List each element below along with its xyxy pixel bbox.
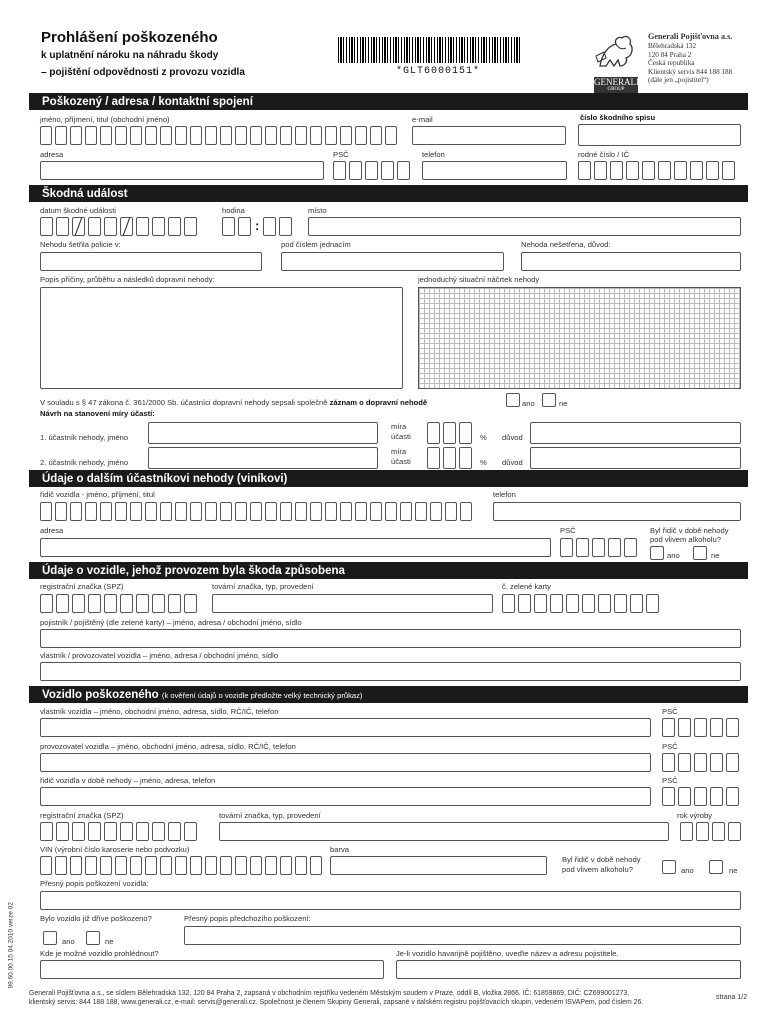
label-other-alcohol-1: Byl řidič v době nehody	[650, 526, 729, 535]
vin-cells[interactable]	[40, 856, 322, 875]
label-participant-1: 1. účastník nehody, jméno	[40, 433, 129, 442]
logo-box: GENERALI GROUP	[594, 77, 639, 92]
label-name: jméno, příjmení, titul (obchodní jméno)	[40, 115, 170, 124]
driver-psc-cells[interactable]	[662, 787, 739, 806]
crash-insurer-field[interactable]	[396, 960, 741, 979]
label-vehicle-alcohol-no: ne	[729, 866, 738, 875]
label-previous: Bylo vozidlo již dříve poškozeno?	[40, 914, 152, 923]
page-number: strana 1/2	[716, 994, 748, 1001]
label-hour: hodina	[222, 206, 245, 215]
description-field[interactable]	[40, 287, 403, 389]
label-other-driver: řidič vozidla - jméno, příjmení, titul	[40, 490, 155, 499]
reason-2-field[interactable]	[530, 447, 741, 469]
birth-number-cells[interactable]	[578, 161, 735, 180]
participant-1-field[interactable]	[148, 422, 378, 444]
company-info	[648, 32, 732, 85]
green-card-cells[interactable]	[502, 594, 659, 613]
previous-yes-checkbox[interactable]	[43, 931, 57, 945]
email-field[interactable]	[412, 126, 566, 145]
label-vehicle-alcohol-1: Byl řidič v době nehody	[562, 855, 641, 864]
inspection-field[interactable]	[40, 960, 384, 979]
previous-desc-field[interactable]	[184, 926, 741, 945]
sketch-grid[interactable]	[418, 287, 741, 389]
label-claim-number: číslo škodního spisu	[580, 113, 656, 122]
label-vehicle-operator: provozovatel vozidla – jméno, obchodní jméno, adresa, sídlo, RČ/IČ, telefon	[40, 742, 296, 751]
other-driver-cells[interactable]	[40, 502, 472, 521]
label-record-yes: ano	[522, 399, 535, 408]
footer-text	[29, 990, 643, 1007]
phone-field[interactable]	[422, 161, 567, 180]
label-crash-insurer: Je-li vozidlo havarijně pojištěno, uveďte název a adresu pojistitele.	[396, 949, 619, 958]
label-damage: Přesný popis poškození vozidla:	[40, 879, 149, 888]
form-subtitle-2: – pojištění odpovědnosti z provozu vozidla	[41, 67, 245, 78]
previous-no-checkbox[interactable]	[86, 931, 100, 945]
name-cells[interactable]	[40, 126, 397, 145]
vehicle-spz-cells[interactable]	[40, 822, 197, 841]
vehicle-year-cells[interactable]	[680, 822, 741, 841]
barcode	[338, 37, 521, 63]
claim-number-field[interactable]	[578, 124, 741, 146]
section-injured-party-header: Poškozený / adresa / kontaktní spojení	[29, 93, 748, 110]
label-share-2b: účasti	[391, 457, 411, 466]
psc-cells[interactable]	[333, 161, 410, 180]
label-vehicle-year: rok výroby	[677, 811, 713, 820]
label-other-psc: PSČ	[560, 526, 576, 535]
company-country: Česká republika	[648, 59, 695, 68]
label-other-alcohol-yes: ano	[667, 551, 680, 560]
label-other-address: adresa	[40, 526, 64, 535]
label-share-2a: míra	[391, 447, 407, 456]
operator-psc-cells[interactable]	[662, 753, 739, 772]
label-green-card: č. zelené karty	[502, 582, 551, 591]
company-service: Klientský servis 844 188 188	[648, 67, 733, 76]
label-not-investigated: Nehoda nešetřena, důvod:	[521, 240, 611, 249]
vehicle-alcohol-yes-checkbox[interactable]	[662, 860, 676, 874]
label-description: Popis příčiny, průběhu a následků dopravní nehody:	[40, 275, 215, 284]
label-vehicle-owner: vlastník vozidla – jméno, obchodní jméno, adresa, sídlo, RČ/IČ, telefon	[40, 707, 279, 716]
reason-1-field[interactable]	[530, 422, 741, 444]
label-psc: PSČ	[333, 150, 349, 159]
label-fault-spz: registrační značka (SPZ)	[40, 582, 124, 591]
label-record-no: ne	[559, 399, 568, 408]
label-reason-2: důvod	[502, 458, 523, 467]
label-other-alcohol-2: pod vlivem alkoholu?	[650, 535, 721, 544]
date-cells[interactable]	[40, 217, 197, 236]
color-field[interactable]	[330, 856, 547, 875]
vehicle-alcohol-no-checkbox[interactable]	[709, 860, 723, 874]
company-city: 120 84 Praha 2	[648, 50, 692, 59]
label-vehicle-make: tovární značka, typ, provedení	[219, 811, 321, 820]
form-version: 99.60.00.15 04.2010 verze 02	[7, 902, 15, 989]
company-name: Generali Pojišťovna a.s.	[648, 32, 733, 41]
label-police: Nehodu šetřila policie v:	[40, 240, 121, 249]
section-injured-vehicle-header: Vozidlo poškozeného (k ověření údajů o vozidle předložte velký technický průkaz)	[29, 686, 748, 703]
label-reason-1: důvod	[502, 433, 523, 442]
fault-owner-field[interactable]	[40, 662, 741, 681]
label-law: V souladu s § 47 zákona č. 361/2000 Sb. účastníci dopravní nehody sepsali společně záznam o dopravní nehodě	[40, 398, 428, 407]
vehicle-make-field[interactable]	[219, 822, 669, 841]
form-title: Prohlášení poškozeného	[41, 29, 218, 46]
minute-cells[interactable]	[263, 217, 292, 236]
address-field[interactable]	[40, 161, 324, 180]
label-vehicle-driver: řidič vozidla v době nehody – jméno, adresa, telefon	[40, 776, 216, 785]
barcode-text: *GLT6000151*	[396, 66, 481, 77]
label-other-alcohol-no: ne	[711, 551, 720, 560]
fault-make-field[interactable]	[212, 594, 493, 613]
label-address: adresa	[40, 150, 64, 159]
label-pct-2: %	[480, 458, 487, 467]
label-vehicle-alcohol-yes: ano	[681, 866, 694, 875]
label-fault-owner: vlastník / provozovatel vozidla – jméno, adresa / obchodní jméno, sídlo	[40, 651, 279, 660]
other-phone-field[interactable]	[493, 502, 741, 521]
label-vin: VIN (výrobní číslo karoserie nebo podvozku)	[40, 845, 190, 854]
other-alcohol-no-checkbox[interactable]	[693, 546, 707, 560]
company-note: (dále jen „pojistitel“)	[648, 76, 709, 85]
label-incident-date: datum škodné události	[40, 206, 116, 215]
other-psc-cells[interactable]	[560, 538, 637, 557]
reference-field[interactable]	[281, 252, 504, 271]
lion-icon	[594, 32, 638, 72]
place-field[interactable]	[308, 217, 741, 236]
damage-field[interactable]	[40, 891, 741, 910]
vehicle-driver-field[interactable]	[40, 787, 651, 806]
label-reference: pod číslem jednacím	[281, 240, 351, 249]
label-sketch: jednoduchý situační náčrtek nehody	[418, 275, 540, 284]
footer-line-2: klientský servis: 844 188 188, www.generali.cz, e-mail: servis@generali.cz. Společnost je členem Skupiny Generali, zapsané v italském registru pojišťovacích skupin, vedeném ISVAPem, pod číslem 26.	[29, 998, 644, 1006]
vehicle-owner-field[interactable]	[40, 718, 651, 737]
label-email: e-mail	[412, 115, 433, 124]
label-owner-psc: PSČ	[662, 707, 678, 716]
label-inspection: Kde je možné vozidlo prohlédnout?	[40, 949, 159, 958]
label-previous-no: ne	[105, 937, 114, 946]
generali-logo	[594, 32, 639, 92]
label-participant-2: 2. účastník nehody, jméno	[40, 458, 129, 467]
label-phone: telefon	[422, 150, 445, 159]
label-other-phone: telefon	[493, 490, 516, 499]
other-address-field[interactable]	[40, 538, 551, 557]
label-color: barva	[330, 845, 349, 854]
form-subtitle-1: k uplatnění nároku na náhradu škody	[41, 50, 219, 61]
share-1-cells[interactable]	[427, 422, 472, 444]
vehicle-operator-field[interactable]	[40, 753, 651, 772]
other-alcohol-yes-checkbox[interactable]	[650, 546, 664, 560]
company-street: Bělehradská 132	[648, 42, 697, 50]
not-investigated-field[interactable]	[521, 252, 741, 271]
label-vehicle-alcohol-2: pod vlivem alkoholu?	[562, 865, 633, 874]
label-place: místo	[308, 206, 327, 215]
police-field[interactable]	[40, 252, 262, 271]
hour-cells[interactable]	[222, 217, 251, 236]
label-operator-psc: PSČ	[662, 742, 678, 751]
participant-2-field[interactable]	[148, 447, 378, 469]
label-fault-make: tovární značka, typ, provedení	[212, 582, 314, 591]
footer-line-1: Generali Pojišťovna a.s., se sídlem Bělehradská 132, 120 84 Praha 2, zapsaná v obchodním rejstříku vedeném Městským soudem v Praze, oddíl B, vložka 2866. IČ: 61859869, DIČ: CZ699001273,	[29, 990, 630, 997]
label-previous-yes: ano	[62, 937, 75, 946]
label-birth-number: rodné číslo / IČ	[578, 150, 630, 159]
label-proposal: Návrh na stanovení míry účastí:	[40, 409, 155, 418]
label-share-1a: míra	[391, 422, 407, 431]
label-vehicle-spz: registrační značka (SPZ)	[40, 811, 124, 820]
section-vehicle-at-fault-header: Údaje o vozidle, jehož provozem byla škoda způsobena	[29, 562, 748, 579]
label-share-1b: účasti	[391, 432, 411, 441]
share-2-cells[interactable]	[427, 447, 472, 469]
label-driver-psc: PSČ	[662, 776, 678, 785]
time-colon: :	[255, 218, 260, 233]
section-other-party-header: Údaje o dalším účastníkovi nehody (viníkovi)	[29, 470, 748, 487]
label-fault-insured: pojistník / pojištěný (dle zelené karty) – jméno, adresa / obchodní jméno, sídlo	[40, 618, 302, 627]
record-no-checkbox[interactable]	[542, 393, 556, 407]
label-previous-desc: Přesný popis předchozího poškození:	[184, 914, 311, 923]
section-incident-header: Škodná událost	[29, 185, 748, 202]
fault-spz-cells[interactable]	[40, 594, 197, 613]
record-yes-checkbox[interactable]	[506, 393, 520, 407]
label-pct-1: %	[480, 433, 487, 442]
fault-insured-field[interactable]	[40, 629, 741, 648]
owner-psc-cells[interactable]	[662, 718, 739, 737]
